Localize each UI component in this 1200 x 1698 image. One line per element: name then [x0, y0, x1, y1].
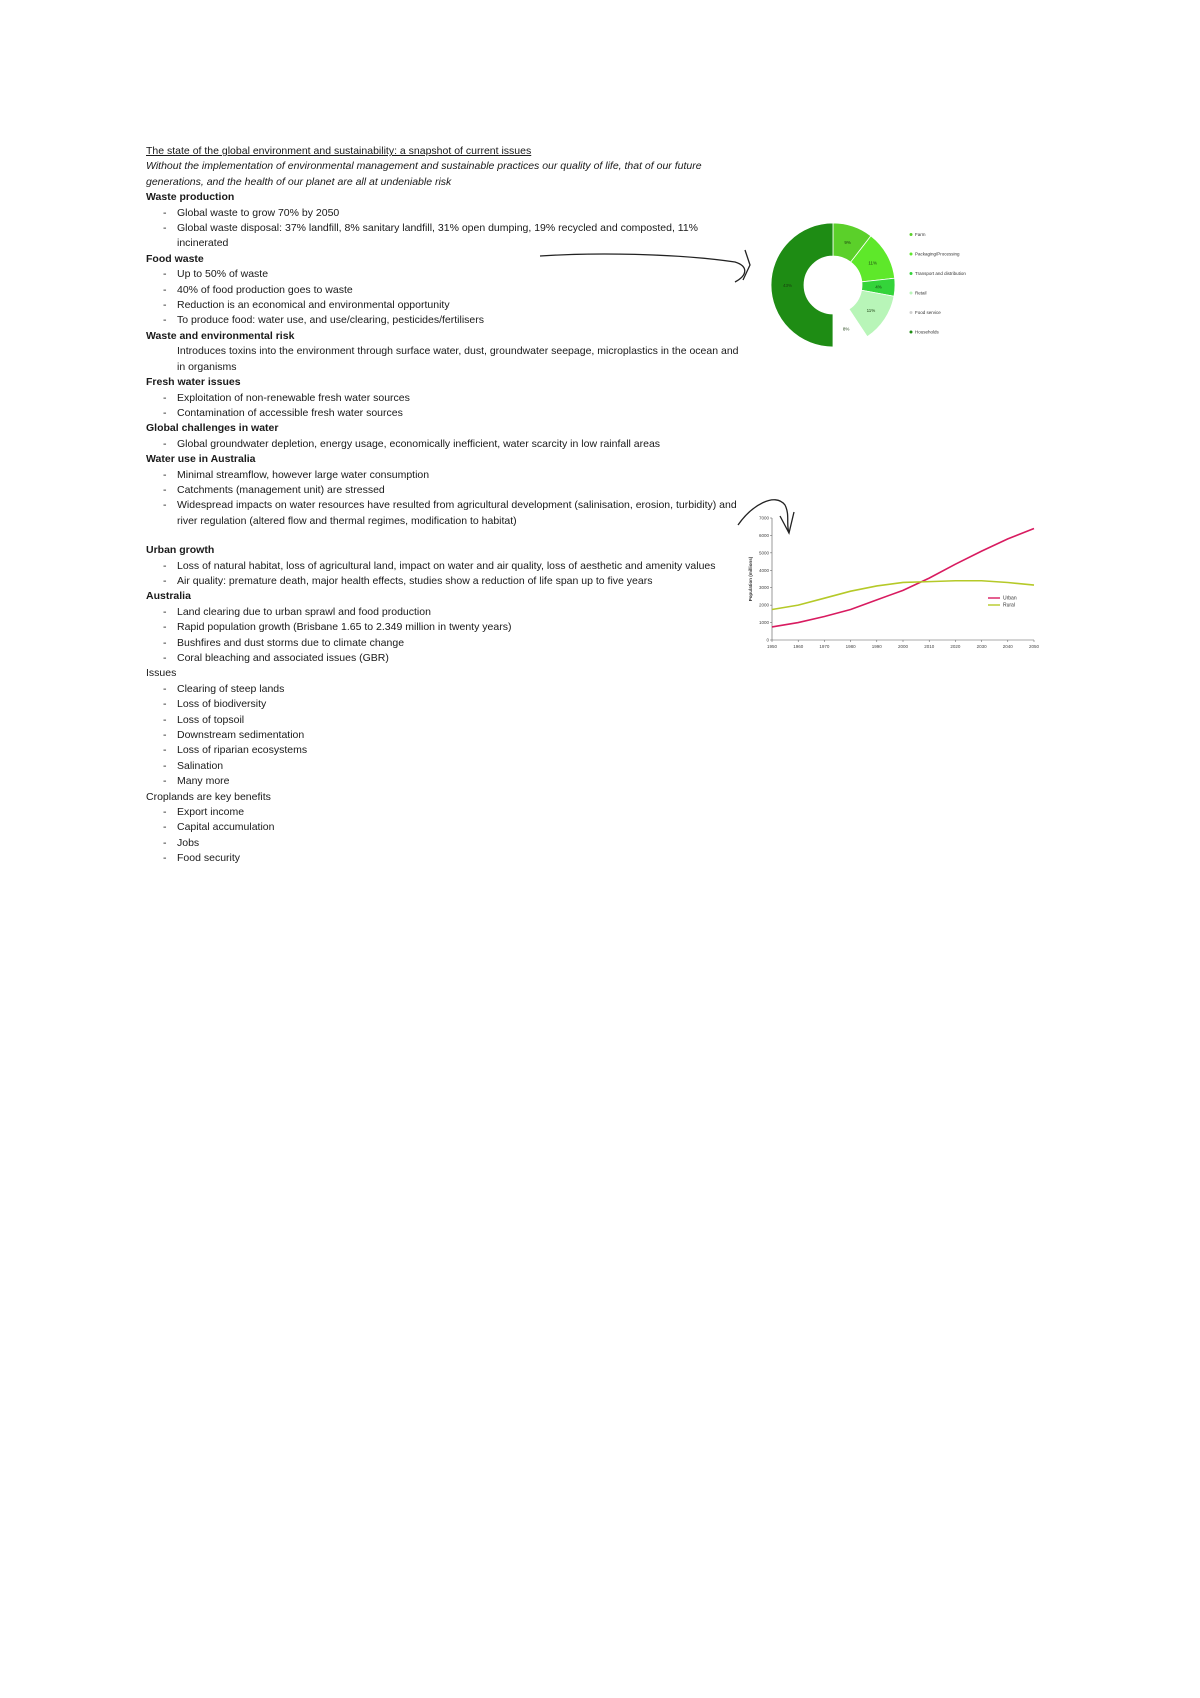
heading-australia: Australia	[146, 590, 191, 603]
donut-data-label: 9%	[844, 239, 851, 245]
list-item: - Salination	[146, 759, 746, 774]
x-tick-label: 2020	[950, 644, 961, 649]
y-tick-label: 0	[766, 637, 769, 643]
legend-swatch	[910, 253, 913, 256]
x-tick-label: 2040	[1002, 644, 1013, 649]
x-tick-label: 1970	[819, 644, 830, 649]
spacer	[146, 529, 746, 543]
list-item: - Global waste to grow 70% by 2050	[146, 206, 746, 221]
line-chart-svg	[742, 512, 1042, 652]
list-item: - Exploitation of non-renewable fresh water sources	[146, 391, 746, 406]
list-urban-growth	[146, 559, 746, 590]
list-item: - Land clearing due to urban sprawl and food production	[146, 605, 746, 620]
donut-data-label: 11%	[868, 260, 878, 266]
heading-global-water: Global challenges in water	[146, 422, 279, 435]
y-tick-label: 7000	[758, 515, 769, 521]
legend-label: Transport and distribution	[915, 271, 966, 276]
legend-swatch	[910, 331, 913, 334]
legend-label: Rural	[1003, 602, 1015, 609]
list-item: - Contamination of accessible fresh water sources	[146, 406, 746, 421]
page-title: The state of the global environment and sustainability: a snapshot of current issues	[146, 145, 532, 157]
heading-croplands: Croplands are key benefits	[146, 790, 271, 803]
list-item: - Minimal streamflow, however large water consumption	[146, 468, 746, 483]
y-tick-label: 3000	[758, 585, 769, 591]
x-tick-label: 1980	[845, 644, 856, 649]
list-item: - To produce food: water use, and use/clearing, pesticides/fertilisers	[146, 313, 746, 328]
legend-label: Packaging/Processing	[915, 251, 960, 257]
legend-swatch	[910, 311, 913, 314]
list-item: - Up to 50% of waste	[146, 267, 746, 282]
list-water-australia	[146, 468, 746, 530]
list-item: - Downstream sedimentation	[146, 728, 746, 743]
legend-swatch	[910, 272, 913, 275]
x-tick-label: 1960	[793, 644, 804, 649]
heading-fresh-water: Fresh water issues	[146, 376, 241, 389]
donut-data-label: 11%	[866, 308, 876, 314]
list-item: - Loss of topsoil	[146, 713, 746, 728]
list-waste-production	[146, 206, 746, 252]
donut-data-label: 8%	[842, 326, 850, 332]
list-item: - Capital accumulation	[146, 820, 746, 835]
list-item: - Food security	[146, 851, 746, 866]
legend-label: Farm	[915, 232, 926, 237]
list-item: - Reduction is an economical and environmental opportunity	[146, 298, 746, 313]
heading-water-australia: Water use in Australia	[146, 453, 256, 466]
legend-label: Urban	[1003, 595, 1017, 602]
list-item: - Global waste disposal: 37% landfill, 8% sanitary landfill, 31% open dumping, 19% recycled and composted, 11% incinerated	[146, 221, 746, 252]
heading-issues: Issues	[146, 667, 177, 680]
y-tick-label: 6000	[758, 532, 769, 538]
heading-waste-production: Waste production	[146, 191, 235, 204]
list-item: - Coral bleaching and associated issues (GBR)	[146, 651, 746, 666]
list-fresh-water	[146, 391, 746, 422]
list-australia	[146, 605, 746, 667]
donut-data-label: 43%	[782, 283, 793, 288]
heading-waste-risk: Waste and environmental risk	[146, 329, 295, 342]
x-tick-label: 2000	[897, 644, 909, 649]
heading-food-waste: Food waste	[146, 252, 204, 265]
list-item: - Loss of natural habitat, loss of agricultural land, impact on water and air quality, loss of aesthetic and amenity values	[146, 559, 746, 574]
legend-label: Households	[915, 329, 939, 335]
y-axis-label: Population (millions)	[748, 556, 753, 602]
population-line-chart	[742, 512, 1042, 652]
list-croplands	[146, 805, 746, 867]
donut-data-label: 4%	[875, 284, 882, 290]
list-item: - Air quality: premature death, major health effects, studies show a reduction of life span up to five years	[146, 574, 746, 589]
list-item: - Export income	[146, 805, 746, 820]
x-tick-label: 2010	[924, 644, 935, 649]
y-tick-label: 2000	[758, 602, 769, 608]
list-item: - Global groundwater depletion, energy usage, economically inefficient, water scarcity in low rainfall areas	[146, 437, 746, 452]
food-waste-donut-chart	[770, 222, 990, 357]
notes-body	[146, 144, 746, 867]
x-tick-label: 1950	[766, 644, 778, 649]
series-line-urban	[772, 528, 1034, 626]
y-tick-label: 1000	[758, 620, 769, 626]
list-item: - Catchments (management unit) are stressed	[146, 483, 746, 498]
list-item: - 40% of food production goes to waste	[146, 283, 746, 298]
heading-urban-growth: Urban growth	[146, 544, 215, 557]
y-tick-label: 4000	[758, 567, 769, 573]
donut-slice-households	[771, 223, 833, 347]
list-issues	[146, 682, 746, 790]
list-item: - Many more	[146, 774, 746, 789]
page-subtitle: Without the implementation of environmental management and sustainable practices our quality of life, that of our future generations, and the health of our planet are all at undeniable risk	[146, 160, 702, 188]
list-item: - Clearing of steep lands	[146, 682, 746, 697]
list-item: - Jobs	[146, 836, 746, 851]
list-item: - Bushfires and dust storms due to climate change	[146, 636, 746, 651]
list-item: - Loss of biodiversity	[146, 697, 746, 712]
y-tick-label: 5000	[758, 550, 769, 556]
list-item: - Rapid population growth (Brisbane 1.65 to 2.349 million in twenty years)	[146, 620, 746, 635]
legend-swatch	[910, 233, 913, 236]
list-global-water	[146, 437, 746, 452]
waste-risk-text: Introduces toxins into the environment through surface water, dust, groundwater seepage, microplastics in the ocean and in organisms	[177, 345, 739, 373]
x-tick-label: 1990	[871, 644, 882, 649]
donut-chart-svg	[770, 222, 990, 357]
legend-label: Food service	[915, 310, 941, 315]
legend-swatch	[910, 292, 913, 295]
list-food-waste	[146, 267, 746, 329]
legend-label: Retail	[915, 290, 927, 296]
list-item: - Loss of riparian ecosystems	[146, 743, 746, 758]
x-tick-label: 2030	[976, 644, 987, 649]
list-item: - Widespread impacts on water resources have resulted from agricultural development (salinisation, erosion, turbidity) and river regulation (altered flow and thermal regimes, modification to habitat)	[146, 498, 746, 529]
x-tick-label: 2050	[1028, 644, 1040, 649]
